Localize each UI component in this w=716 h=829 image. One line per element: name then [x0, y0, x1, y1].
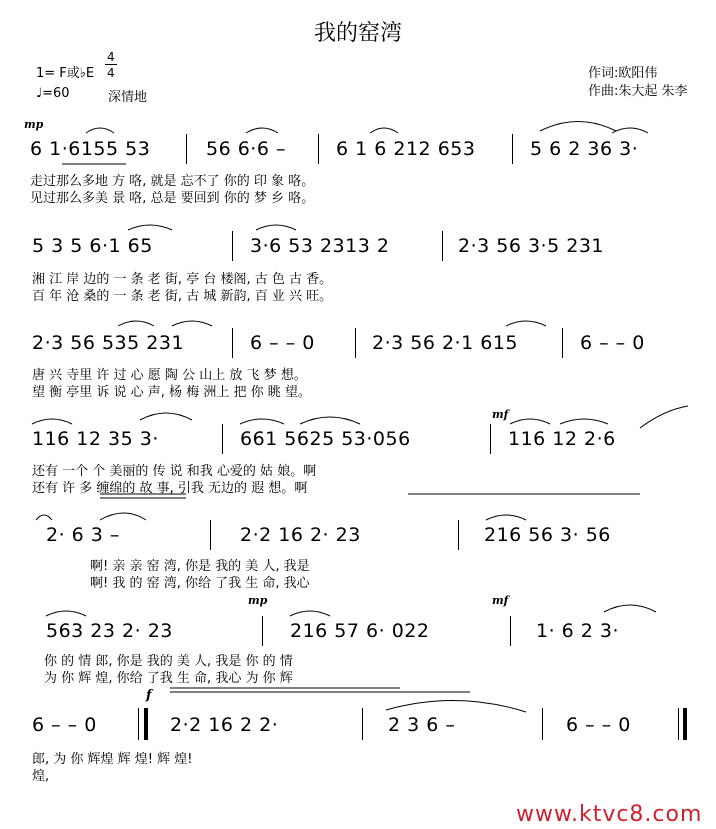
- tempo-marking: ♩=60: [36, 86, 70, 101]
- notation-measure: 56 6·6 –: [206, 138, 286, 160]
- notation-measure: 2·2 16 2 2·: [170, 714, 279, 736]
- slur-mark: [370, 128, 398, 133]
- dynamic-marking: f: [146, 688, 152, 703]
- slur-mark: [36, 515, 52, 520]
- lyrics-verse-1: 唐 兴 寺里 许 过 心 愿 陶 公 山上 放 飞 梦 想。: [32, 368, 307, 383]
- slur-mark: [510, 419, 550, 424]
- lyrics-verse-1: 啊! 亲 亲 窑 湾, 你是 我的 美 人, 我是: [90, 559, 310, 574]
- notation-measure: 2· 6 3 –: [46, 524, 120, 546]
- slur-mark: [32, 419, 72, 424]
- notation-measure: 2·3 56 535 231: [32, 332, 185, 354]
- slur-mark: [612, 128, 648, 133]
- lyricist-credit: 作词:欧阳伟: [588, 66, 658, 81]
- dynamic-marking: mp: [248, 594, 268, 607]
- slur-mark: [604, 605, 656, 612]
- slur-mark: [118, 321, 154, 326]
- notation-measure: 661 5625 53·056: [240, 428, 411, 450]
- lyrics-verse-1: 湘 江 岸 边的 一 条 老 街, 亭 台 楼阁, 古 色 古 香。: [32, 272, 333, 287]
- lyrics-verse-2: 为 你 辉 煌, 你给 了我 生 命, 我心 为 你 辉: [44, 671, 293, 686]
- slur-mark: [386, 700, 526, 712]
- slur-mark: [128, 225, 172, 230]
- notation-measure: 6 1·6155 53: [30, 138, 151, 160]
- slur-mark: [240, 419, 284, 424]
- notation-measure: 2 3 6 –: [388, 714, 456, 736]
- slur-mark: [560, 419, 608, 424]
- slur-mark: [46, 611, 86, 616]
- slur-mark: [172, 321, 212, 326]
- notation-measure: 2·2 16 2· 23: [240, 524, 361, 546]
- slur-mark: [256, 225, 296, 230]
- slur-mark: [506, 321, 546, 326]
- lyrics-verse-2: 煌,: [32, 769, 50, 784]
- lyrics-verse-2: 见过那么多美 景 咯, 总是 要回到 你的 梦 乡 咯。: [30, 191, 315, 206]
- notation-measure: 6 – – 0: [580, 332, 645, 354]
- slur-mark: [486, 515, 526, 520]
- slur-mark: [300, 417, 360, 424]
- notation-measure: 6 – – 0: [250, 332, 315, 354]
- lyrics-verse-2: 还有 许 多 缠绵的 故 事, 引我 无边的 遐 想。啊: [32, 481, 308, 496]
- time-signature-bottom: 4: [107, 66, 115, 80]
- lyrics-verse-1: 走过那么多地 方 咯, 就是 忘不了 你的 印 象 咯。: [30, 174, 315, 189]
- slur-mark: [246, 128, 278, 133]
- lyrics-verse-2: 望 衡 亭里 诉 说 心 声, 杨 梅 洲上 把 你 眺 望。: [32, 385, 311, 400]
- slur-mark: [290, 611, 330, 616]
- lyrics-verse-1: 还有 一个 个 美丽的 传 说 和我 心爱的 姑 娘。啊: [32, 464, 317, 479]
- notation-measure: 2·3 56 3·5 231: [458, 235, 604, 257]
- slur-mark: [100, 513, 146, 520]
- notation-measure: 216 57 6· 022: [290, 620, 430, 642]
- notation-measure: 5 3 5 6·1 65: [32, 235, 153, 257]
- notation-measure: 116 12 2·6: [508, 428, 616, 450]
- notation-measure: 216 56 3· 56: [484, 524, 611, 546]
- dynamic-marking: mp: [24, 118, 44, 131]
- notation-measure: 3·6 53 2313 2: [250, 235, 390, 257]
- lyrics-verse-1: 郎, 为 你 辉煌 辉 煌! 辉 煌!: [32, 752, 193, 767]
- notation-measure: 1· 6 2 3·: [536, 620, 620, 642]
- dynamic-marking: mf: [492, 408, 509, 421]
- notation-measure: 6 1 6 212 653: [336, 138, 476, 160]
- notation-measure: 116 12 35 3·: [32, 428, 159, 450]
- time-signature-top: 4: [107, 50, 115, 64]
- notation-measure: 6 – – 0: [32, 714, 97, 736]
- composer-credit: 作曲:朱大起 朱李: [588, 84, 688, 99]
- expression-marking: 深情地: [108, 90, 148, 105]
- lyrics-verse-2: 百 年 沧 桑的 一 条 老 街, 古 城 新韵, 百 业 兴 旺。: [32, 289, 333, 304]
- watermark-url: www.ktvc8.com: [516, 802, 703, 827]
- notation-measure: 563 23 2· 23: [46, 620, 173, 642]
- slur-mark: [86, 128, 114, 133]
- dynamic-marking: mf: [492, 594, 509, 607]
- lyrics-verse-1: 你 的 情 郎, 你是 我的 美 人, 我是 你 的 情: [44, 654, 293, 669]
- key-signature: 1= F或♭E: [36, 66, 95, 81]
- song-title: 我的窑湾: [313, 21, 402, 46]
- slur-mark: [640, 406, 688, 428]
- notation-measure: 6 – – 0: [566, 714, 631, 736]
- slur-mark: [140, 413, 192, 420]
- lyrics-verse-2: 啊! 我 的 窑 湾, 你给 了我 生 命, 我心: [90, 576, 310, 591]
- notation-measure: 5 6 2 36 3·: [530, 138, 639, 160]
- notation-measure: 2·3 56 2·1 615: [372, 332, 518, 354]
- slur-mark: [540, 122, 616, 132]
